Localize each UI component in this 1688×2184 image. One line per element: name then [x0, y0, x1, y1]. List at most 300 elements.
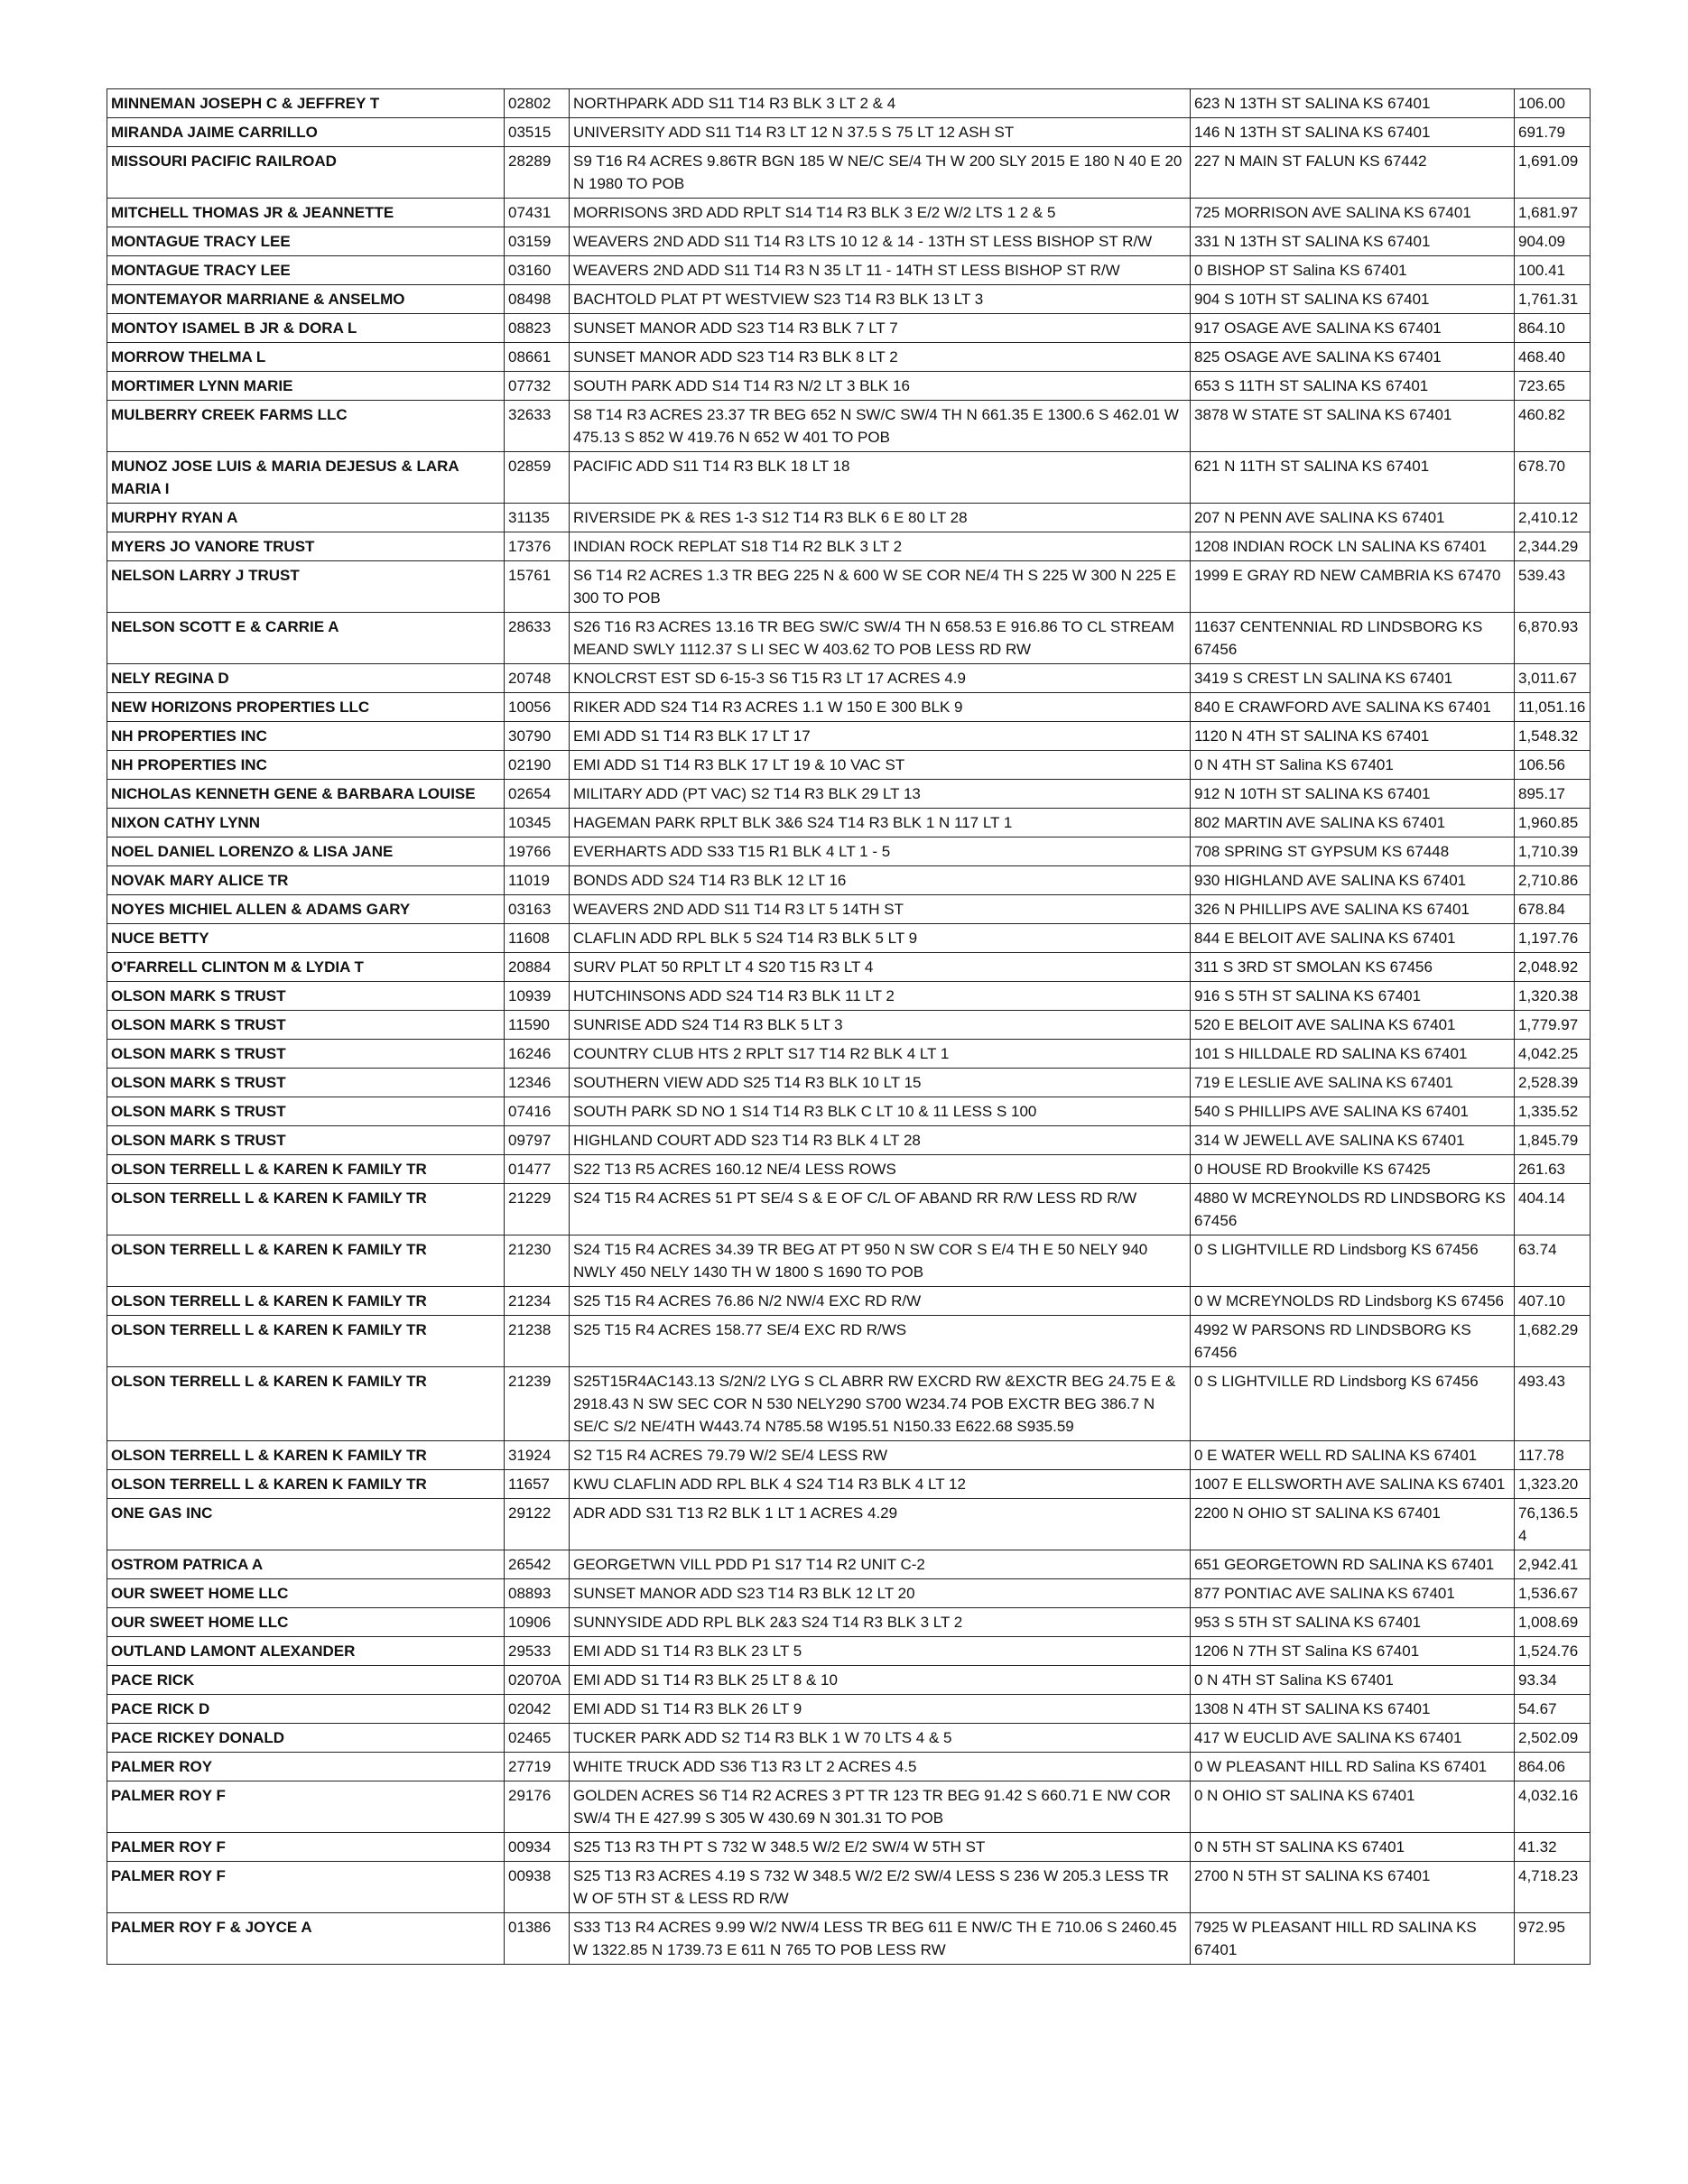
property-address-cell: 916 S 5TH ST SALINA KS 67401	[1191, 982, 1515, 1011]
tax-listing-body	[107, 89, 1591, 1965]
owner-name-cell: PALMER ROY F	[107, 1833, 505, 1862]
table-row	[107, 1069, 1591, 1097]
legal-description-cell: S2 T15 R4 ACRES 79.79 W/2 SE/4 LESS RW	[570, 1441, 1191, 1470]
owner-name-cell: NELY REGINA D	[107, 664, 505, 693]
parcel-number-cell: 12346	[505, 1069, 570, 1097]
legal-description-cell: WEAVERS 2ND ADD S11 T14 R3 LT 5 14TH ST	[570, 895, 1191, 924]
table-row	[107, 1155, 1591, 1184]
table-row	[107, 1550, 1591, 1579]
table-row	[107, 1367, 1591, 1441]
table-row	[107, 452, 1591, 504]
parcel-number-cell: 32633	[505, 401, 570, 452]
parcel-number-cell: 20884	[505, 953, 570, 982]
parcel-number-cell: 28289	[505, 147, 570, 199]
property-address-cell: 0 E WATER WELL RD SALINA KS 67401	[1191, 1441, 1515, 1470]
owner-name-cell: OLSON TERRELL L & KAREN K FAMILY TR	[107, 1470, 505, 1499]
legal-description-cell: SUNNYSIDE ADD RPL BLK 2&3 S24 T14 R3 BLK 3 LT 2	[570, 1608, 1191, 1637]
legal-description-cell: S8 T14 R3 ACRES 23.37 TR BEG 652 N SW/C SW/4 TH N 661.35 E 1300.6 S 462.01 W 475.13 S 852 W 419.76 N 652 W 401 TO POB	[570, 401, 1191, 452]
property-address-cell: 1999 E GRAY RD NEW CAMBRIA KS 67470	[1191, 561, 1515, 613]
legal-description-cell: MORRISONS 3RD ADD RPLT S14 T14 R3 BLK 3 E/2 W/2 LTS 1 2 & 5	[570, 199, 1191, 227]
legal-description-cell: ADR ADD S31 T13 R2 BLK 1 LT 1 ACRES 4.29	[570, 1499, 1191, 1550]
amount-due-cell: 2,048.92	[1515, 953, 1591, 982]
parcel-number-cell: 26542	[505, 1550, 570, 1579]
legal-description-cell: SOUTH PARK SD NO 1 S14 T14 R3 BLK C LT 10 & 11 LESS S 100	[570, 1097, 1191, 1126]
property-address-cell: 0 N 4TH ST Salina KS 67401	[1191, 1666, 1515, 1695]
legal-description-cell: KWU CLAFLIN ADD RPL BLK 4 S24 T14 R3 BLK 4 LT 12	[570, 1470, 1191, 1499]
table-row	[107, 780, 1591, 809]
table-row	[107, 89, 1591, 118]
amount-due-cell: 864.06	[1515, 1753, 1591, 1781]
property-address-cell: 520 E BELOIT AVE SALINA KS 67401	[1191, 1011, 1515, 1040]
owner-name-cell: OLSON TERRELL L & KAREN K FAMILY TR	[107, 1155, 505, 1184]
owner-name-cell: PACE RICK D	[107, 1695, 505, 1724]
owner-name-cell: OUTLAND LAMONT ALEXANDER	[107, 1637, 505, 1666]
property-address-cell: 725 MORRISON AVE SALINA KS 67401	[1191, 199, 1515, 227]
amount-due-cell: 2,502.09	[1515, 1724, 1591, 1753]
legal-description-cell: INDIAN ROCK REPLAT S18 T14 R2 BLK 3 LT 2	[570, 532, 1191, 561]
parcel-number-cell: 02465	[505, 1724, 570, 1753]
legal-description-cell: KNOLCRST EST SD 6-15-3 S6 T15 R3 LT 17 ACRES 4.9	[570, 664, 1191, 693]
owner-name-cell: NICHOLAS KENNETH GENE & BARBARA LOUISE	[107, 780, 505, 809]
table-row	[107, 227, 1591, 256]
amount-due-cell: 4,042.25	[1515, 1040, 1591, 1069]
table-row	[107, 1608, 1591, 1637]
parcel-number-cell: 31135	[505, 504, 570, 532]
owner-name-cell: MONTAGUE TRACY LEE	[107, 256, 505, 285]
table-row	[107, 751, 1591, 780]
property-address-cell: 0 W MCREYNOLDS RD Lindsborg KS 67456	[1191, 1287, 1515, 1316]
table-row	[107, 1695, 1591, 1724]
parcel-number-cell: 00938	[505, 1862, 570, 1913]
parcel-number-cell: 02859	[505, 452, 570, 504]
legal-description-cell: S25 T13 R3 ACRES 4.19 S 732 W 348.5 W/2 E/2 SW/4 LESS S 236 W 205.3 LESS TR W OF 5TH ST & LESS RD R/W	[570, 1862, 1191, 1913]
property-address-cell: 101 S HILLDALE RD SALINA KS 67401	[1191, 1040, 1515, 1069]
owner-name-cell: OLSON TERRELL L & KAREN K FAMILY TR	[107, 1316, 505, 1367]
property-address-cell: 0 N OHIO ST SALINA KS 67401	[1191, 1781, 1515, 1833]
owner-name-cell: MIRANDA JAIME CARRILLO	[107, 118, 505, 147]
amount-due-cell: 4,032.16	[1515, 1781, 1591, 1833]
property-address-cell: 3878 W STATE ST SALINA KS 67401	[1191, 401, 1515, 452]
amount-due-cell: 11,051.16	[1515, 693, 1591, 722]
legal-description-cell: MILITARY ADD (PT VAC) S2 T14 R3 BLK 29 LT 13	[570, 780, 1191, 809]
amount-due-cell: 1,335.52	[1515, 1097, 1591, 1126]
legal-description-cell: EVERHARTS ADD S33 T15 R1 BLK 4 LT 1 - 5	[570, 838, 1191, 866]
owner-name-cell: PALMER ROY F	[107, 1781, 505, 1833]
property-address-cell: 0 S LIGHTVILLE RD Lindsborg KS 67456	[1191, 1235, 1515, 1287]
legal-description-cell: COUNTRY CLUB HTS 2 RPLT S17 T14 R2 BLK 4 LT 1	[570, 1040, 1191, 1069]
parcel-number-cell: 31924	[505, 1441, 570, 1470]
legal-description-cell: HIGHLAND COURT ADD S23 T14 R3 BLK 4 LT 28	[570, 1126, 1191, 1155]
legal-description-cell: S25 T15 R4 ACRES 158.77 SE/4 EXC RD R/WS	[570, 1316, 1191, 1367]
parcel-number-cell: 21238	[505, 1316, 570, 1367]
legal-description-cell: RIKER ADD S24 T14 R3 ACRES 1.1 W 150 E 300 BLK 9	[570, 693, 1191, 722]
parcel-number-cell: 11590	[505, 1011, 570, 1040]
legal-description-cell: SUNRISE ADD S24 T14 R3 BLK 5 LT 3	[570, 1011, 1191, 1040]
amount-due-cell: 63.74	[1515, 1235, 1591, 1287]
table-row	[107, 118, 1591, 147]
amount-due-cell: 6,870.93	[1515, 613, 1591, 664]
property-address-cell: 7925 W PLEASANT HILL RD SALINA KS 67401	[1191, 1913, 1515, 1965]
property-address-cell: 708 SPRING ST GYPSUM KS 67448	[1191, 838, 1515, 866]
amount-due-cell: 76,136.54	[1515, 1499, 1591, 1550]
table-row	[107, 924, 1591, 953]
parcel-number-cell: 28633	[505, 613, 570, 664]
property-address-cell: 912 N 10TH ST SALINA KS 67401	[1191, 780, 1515, 809]
amount-due-cell: 1,320.38	[1515, 982, 1591, 1011]
table-row	[107, 866, 1591, 895]
table-row	[107, 1126, 1591, 1155]
owner-name-cell: OLSON MARK S TRUST	[107, 1040, 505, 1069]
owner-name-cell: NH PROPERTIES INC	[107, 722, 505, 751]
owner-name-cell: MONTAGUE TRACY LEE	[107, 227, 505, 256]
legal-description-cell: NORTHPARK ADD S11 T14 R3 BLK 3 LT 2 & 4	[570, 89, 1191, 118]
amount-due-cell: 1,682.29	[1515, 1316, 1591, 1367]
table-row	[107, 1441, 1591, 1470]
table-row	[107, 343, 1591, 372]
legal-description-cell: EMI ADD S1 T14 R3 BLK 17 LT 19 & 10 VAC ST	[570, 751, 1191, 780]
property-address-cell: 844 E BELOIT AVE SALINA KS 67401	[1191, 924, 1515, 953]
property-address-cell: 0 HOUSE RD Brookville KS 67425	[1191, 1155, 1515, 1184]
legal-description-cell: WEAVERS 2ND ADD S11 T14 R3 N 35 LT 11 - 14TH ST LESS BISHOP ST R/W	[570, 256, 1191, 285]
legal-description-cell: S25 T13 R3 TH PT S 732 W 348.5 W/2 E/2 SW/4 W 5TH ST	[570, 1833, 1191, 1862]
parcel-number-cell: 03515	[505, 118, 570, 147]
owner-name-cell: OLSON TERRELL L & KAREN K FAMILY TR	[107, 1184, 505, 1235]
amount-due-cell: 972.95	[1515, 1913, 1591, 1965]
legal-description-cell: SOUTH PARK ADD S14 T14 R3 N/2 LT 3 BLK 16	[570, 372, 1191, 401]
parcel-number-cell: 20748	[505, 664, 570, 693]
table-row	[107, 838, 1591, 866]
legal-description-cell: WEAVERS 2ND ADD S11 T14 R3 LTS 10 12 & 14 - 13TH ST LESS BISHOP ST R/W	[570, 227, 1191, 256]
table-row	[107, 1753, 1591, 1781]
table-row	[107, 664, 1591, 693]
property-address-cell: 802 MARTIN AVE SALINA KS 67401	[1191, 809, 1515, 838]
amount-due-cell: 1,548.32	[1515, 722, 1591, 751]
table-row	[107, 1579, 1591, 1608]
parcel-number-cell: 08893	[505, 1579, 570, 1608]
legal-description-cell: EMI ADD S1 T14 R3 BLK 25 LT 8 & 10	[570, 1666, 1191, 1695]
table-row	[107, 1724, 1591, 1753]
table-row	[107, 613, 1591, 664]
property-address-cell: 0 BISHOP ST Salina KS 67401	[1191, 256, 1515, 285]
owner-name-cell: MONTEMAYOR MARRIANE & ANSELMO	[107, 285, 505, 314]
parcel-number-cell: 07431	[505, 199, 570, 227]
table-row	[107, 693, 1591, 722]
table-row	[107, 1470, 1591, 1499]
table-row	[107, 1011, 1591, 1040]
table-row	[107, 982, 1591, 1011]
amount-due-cell: 1,691.09	[1515, 147, 1591, 199]
legal-description-cell: EMI ADD S1 T14 R3 BLK 17 LT 17	[570, 722, 1191, 751]
parcel-number-cell: 10906	[505, 1608, 570, 1637]
legal-description-cell: S24 T15 R4 ACRES 51 PT SE/4 S & E OF C/L OF ABAND RR R/W LESS RD R/W	[570, 1184, 1191, 1235]
parcel-number-cell: 08661	[505, 343, 570, 372]
table-row	[107, 532, 1591, 561]
amount-due-cell: 2,344.29	[1515, 532, 1591, 561]
parcel-number-cell: 03163	[505, 895, 570, 924]
legal-description-cell: HUTCHINSONS ADD S24 T14 R3 BLK 11 LT 2	[570, 982, 1191, 1011]
amount-due-cell: 1,710.39	[1515, 838, 1591, 866]
table-row	[107, 256, 1591, 285]
legal-description-cell: WHITE TRUCK ADD S36 T13 R3 LT 2 ACRES 4.5	[570, 1753, 1191, 1781]
owner-name-cell: OLSON TERRELL L & KAREN K FAMILY TR	[107, 1367, 505, 1441]
amount-due-cell: 106.56	[1515, 751, 1591, 780]
property-address-cell: 311 S 3RD ST SMOLAN KS 67456	[1191, 953, 1515, 982]
property-address-cell: 207 N PENN AVE SALINA KS 67401	[1191, 504, 1515, 532]
amount-due-cell: 1,323.20	[1515, 1470, 1591, 1499]
amount-due-cell: 678.70	[1515, 452, 1591, 504]
legal-description-cell: S25T15R4AC143.13 S/2N/2 LYG S CL ABRR RW EXCRD RW &EXCTR BEG 24.75 E & 2918.43 N SW SEC COR N 530 NELY290 S700 W234.74 POB EXCTR BEG 386.7 N SE/C S/2 NE/4TH W443.74 N785.58 W195.51 N150.33 E622.68 S935.59	[570, 1367, 1191, 1441]
parcel-number-cell: 27719	[505, 1753, 570, 1781]
parcel-number-cell: 21229	[505, 1184, 570, 1235]
property-address-cell: 417 W EUCLID AVE SALINA KS 67401	[1191, 1724, 1515, 1753]
table-row	[107, 1235, 1591, 1287]
parcel-number-cell: 02042	[505, 1695, 570, 1724]
table-row	[107, 504, 1591, 532]
owner-name-cell: MULBERRY CREEK FARMS LLC	[107, 401, 505, 452]
legal-description-cell: S25 T15 R4 ACRES 76.86 N/2 NW/4 EXC RD R/W	[570, 1287, 1191, 1316]
legal-description-cell: PACIFIC ADD S11 T14 R3 BLK 18 LT 18	[570, 452, 1191, 504]
table-row	[107, 1184, 1591, 1235]
amount-due-cell: 468.40	[1515, 343, 1591, 372]
property-address-cell: 1007 E ELLSWORTH AVE SALINA KS 67401	[1191, 1470, 1515, 1499]
owner-name-cell: OLSON MARK S TRUST	[107, 1069, 505, 1097]
owner-name-cell: MORROW THELMA L	[107, 343, 505, 372]
parcel-number-cell: 17376	[505, 532, 570, 561]
amount-due-cell: 678.84	[1515, 895, 1591, 924]
table-row	[107, 1040, 1591, 1069]
amount-due-cell: 1,761.31	[1515, 285, 1591, 314]
parcel-number-cell: 29122	[505, 1499, 570, 1550]
owner-name-cell: NELSON SCOTT E & CARRIE A	[107, 613, 505, 664]
owner-name-cell: OLSON MARK S TRUST	[107, 1097, 505, 1126]
legal-description-cell: UNIVERSITY ADD S11 T14 R3 LT 12 N 37.5 S 75 LT 12 ASH ST	[570, 118, 1191, 147]
property-address-cell: 904 S 10TH ST SALINA KS 67401	[1191, 285, 1515, 314]
property-address-cell: 314 W JEWELL AVE SALINA KS 67401	[1191, 1126, 1515, 1155]
amount-due-cell: 41.32	[1515, 1833, 1591, 1862]
legal-description-cell: S22 T13 R5 ACRES 160.12 NE/4 LESS ROWS	[570, 1155, 1191, 1184]
property-address-cell: 1206 N 7TH ST Salina KS 67401	[1191, 1637, 1515, 1666]
legal-description-cell: S33 T13 R4 ACRES 9.99 W/2 NW/4 LESS TR BEG 611 E NW/C TH E 710.06 S 2460.45 W 1322.85 N 1739.73 E 611 N 765 TO POB LESS RW	[570, 1913, 1191, 1965]
amount-due-cell: 2,528.39	[1515, 1069, 1591, 1097]
property-address-cell: 11637 CENTENNIAL RD LINDSBORG KS 67456	[1191, 613, 1515, 664]
legal-description-cell: S24 T15 R4 ACRES 34.39 TR BEG AT PT 950 N SW COR S E/4 TH E 50 NELY 940 NWLY 450 NELY 1430 TH W 1800 S 1690 TO POB	[570, 1235, 1191, 1287]
table-row	[107, 1666, 1591, 1695]
amount-due-cell: 2,942.41	[1515, 1550, 1591, 1579]
parcel-number-cell: 29533	[505, 1637, 570, 1666]
property-address-cell: 0 W PLEASANT HILL RD Salina KS 67401	[1191, 1753, 1515, 1781]
owner-name-cell: OLSON MARK S TRUST	[107, 1011, 505, 1040]
property-address-cell: 877 PONTIAC AVE SALINA KS 67401	[1191, 1579, 1515, 1608]
amount-due-cell: 1,779.97	[1515, 1011, 1591, 1040]
owner-name-cell: NELSON LARRY J TRUST	[107, 561, 505, 613]
owner-name-cell: PACE RICK	[107, 1666, 505, 1695]
amount-due-cell: 2,410.12	[1515, 504, 1591, 532]
table-row	[107, 1316, 1591, 1367]
parcel-number-cell: 21239	[505, 1367, 570, 1441]
property-address-cell: 0 S LIGHTVILLE RD Lindsborg KS 67456	[1191, 1367, 1515, 1441]
legal-description-cell: SURV PLAT 50 RPLT LT 4 S20 T15 R3 LT 4	[570, 953, 1191, 982]
table-row	[107, 1097, 1591, 1126]
amount-due-cell: 691.79	[1515, 118, 1591, 147]
property-address-cell: 2700 N 5TH ST SALINA KS 67401	[1191, 1862, 1515, 1913]
property-address-cell: 1208 INDIAN ROCK LN SALINA KS 67401	[1191, 532, 1515, 561]
parcel-number-cell: 10056	[505, 693, 570, 722]
amount-due-cell: 1,960.85	[1515, 809, 1591, 838]
owner-name-cell: NUCE BETTY	[107, 924, 505, 953]
tax-listing-table	[107, 88, 1591, 1965]
parcel-number-cell: 29176	[505, 1781, 570, 1833]
property-address-cell: 146 N 13TH ST SALINA KS 67401	[1191, 118, 1515, 147]
parcel-number-cell: 11657	[505, 1470, 570, 1499]
amount-due-cell: 1,197.76	[1515, 924, 1591, 953]
legal-description-cell: CLAFLIN ADD RPL BLK 5 S24 T14 R3 BLK 5 LT 9	[570, 924, 1191, 953]
property-address-cell: 651 GEORGETOWN RD SALINA KS 67401	[1191, 1550, 1515, 1579]
parcel-number-cell: 16246	[505, 1040, 570, 1069]
parcel-number-cell: 07416	[505, 1097, 570, 1126]
amount-due-cell: 493.43	[1515, 1367, 1591, 1441]
legal-description-cell: EMI ADD S1 T14 R3 BLK 23 LT 5	[570, 1637, 1191, 1666]
table-row	[107, 895, 1591, 924]
legal-description-cell: EMI ADD S1 T14 R3 BLK 26 LT 9	[570, 1695, 1191, 1724]
owner-name-cell: MINNEMAN JOSEPH C & JEFFREY T	[107, 89, 505, 118]
parcel-number-cell: 08823	[505, 314, 570, 343]
property-address-cell: 3419 S CREST LN SALINA KS 67401	[1191, 664, 1515, 693]
amount-due-cell: 864.10	[1515, 314, 1591, 343]
legal-description-cell: SOUTHERN VIEW ADD S25 T14 R3 BLK 10 LT 15	[570, 1069, 1191, 1097]
owner-name-cell: OLSON MARK S TRUST	[107, 982, 505, 1011]
table-row	[107, 314, 1591, 343]
amount-due-cell: 460.82	[1515, 401, 1591, 452]
amount-due-cell: 106.00	[1515, 89, 1591, 118]
amount-due-cell: 93.34	[1515, 1666, 1591, 1695]
amount-due-cell: 3,011.67	[1515, 664, 1591, 693]
amount-due-cell: 1,524.76	[1515, 1637, 1591, 1666]
parcel-number-cell: 10939	[505, 982, 570, 1011]
property-address-cell: 2200 N OHIO ST SALINA KS 67401	[1191, 1499, 1515, 1550]
amount-due-cell: 1,536.67	[1515, 1579, 1591, 1608]
legal-description-cell: GEORGETWN VILL PDD P1 S17 T14 R2 UNIT C-2	[570, 1550, 1191, 1579]
owner-name-cell: OUR SWEET HOME LLC	[107, 1579, 505, 1608]
parcel-number-cell: 30790	[505, 722, 570, 751]
property-address-cell: 0 N 5TH ST SALINA KS 67401	[1191, 1833, 1515, 1862]
table-row	[107, 1287, 1591, 1316]
parcel-number-cell: 15761	[505, 561, 570, 613]
owner-name-cell: NOVAK MARY ALICE TR	[107, 866, 505, 895]
legal-description-cell: BACHTOLD PLAT PT WESTVIEW S23 T14 R3 BLK 13 LT 3	[570, 285, 1191, 314]
property-address-cell: 227 N MAIN ST FALUN KS 67442	[1191, 147, 1515, 199]
legal-description-cell: SUNSET MANOR ADD S23 T14 R3 BLK 8 LT 2	[570, 343, 1191, 372]
property-address-cell: 1308 N 4TH ST SALINA KS 67401	[1191, 1695, 1515, 1724]
table-row	[107, 401, 1591, 452]
property-address-cell: 930 HIGHLAND AVE SALINA KS 67401	[1191, 866, 1515, 895]
property-address-cell: 540 S PHILLIPS AVE SALINA KS 67401	[1191, 1097, 1515, 1126]
amount-due-cell: 407.10	[1515, 1287, 1591, 1316]
table-row	[107, 1833, 1591, 1862]
owner-name-cell: OLSON MARK S TRUST	[107, 1126, 505, 1155]
property-address-cell: 719 E LESLIE AVE SALINA KS 67401	[1191, 1069, 1515, 1097]
amount-due-cell: 261.63	[1515, 1155, 1591, 1184]
parcel-number-cell: 10345	[505, 809, 570, 838]
property-address-cell: 653 S 11TH ST SALINA KS 67401	[1191, 372, 1515, 401]
legal-description-cell: S26 T16 R3 ACRES 13.16 TR BEG SW/C SW/4 TH N 658.53 E 916.86 TO CL STREAM MEAND SWLY 1112.37 S LI SEC W 403.62 TO POB LESS RD RW	[570, 613, 1191, 664]
owner-name-cell: MURPHY RYAN A	[107, 504, 505, 532]
owner-name-cell: OLSON TERRELL L & KAREN K FAMILY TR	[107, 1235, 505, 1287]
amount-due-cell: 117.78	[1515, 1441, 1591, 1470]
property-address-cell: 4880 W MCREYNOLDS RD LINDSBORG KS 67456	[1191, 1184, 1515, 1235]
parcel-number-cell: 21230	[505, 1235, 570, 1287]
parcel-number-cell: 01477	[505, 1155, 570, 1184]
legal-description-cell: GOLDEN ACRES S6 T14 R2 ACRES 3 PT TR 123 TR BEG 91.42 S 660.71 E NW COR SW/4 TH E 427.99 S 305 W 430.69 N 301.31 TO POB	[570, 1781, 1191, 1833]
owner-name-cell: OLSON TERRELL L & KAREN K FAMILY TR	[107, 1287, 505, 1316]
owner-name-cell: O'FARRELL CLINTON M & LYDIA T	[107, 953, 505, 982]
parcel-number-cell: 07732	[505, 372, 570, 401]
owner-name-cell: ONE GAS INC	[107, 1499, 505, 1550]
owner-name-cell: PALMER ROY F	[107, 1862, 505, 1913]
legal-description-cell: RIVERSIDE PK & RES 1-3 S12 T14 R3 BLK 6 E 80 LT 28	[570, 504, 1191, 532]
parcel-number-cell: 08498	[505, 285, 570, 314]
owner-name-cell: NOYES MICHIEL ALLEN & ADAMS GARY	[107, 895, 505, 924]
parcel-number-cell: 02654	[505, 780, 570, 809]
table-row	[107, 1862, 1591, 1913]
amount-due-cell: 539.43	[1515, 561, 1591, 613]
owner-name-cell: PALMER ROY F & JOYCE A	[107, 1913, 505, 1965]
owner-name-cell: PACE RICKEY DONALD	[107, 1724, 505, 1753]
table-row	[107, 953, 1591, 982]
parcel-number-cell: 01386	[505, 1913, 570, 1965]
parcel-number-cell: 03160	[505, 256, 570, 285]
parcel-number-cell: 09797	[505, 1126, 570, 1155]
table-row	[107, 1637, 1591, 1666]
table-row	[107, 1499, 1591, 1550]
parcel-number-cell: 02070A	[505, 1666, 570, 1695]
tax-listing-table-wrapper	[107, 88, 1590, 1965]
property-address-cell: 4992 W PARSONS RD LINDSBORG KS 67456	[1191, 1316, 1515, 1367]
owner-name-cell: OUR SWEET HOME LLC	[107, 1608, 505, 1637]
owner-name-cell: MISSOURI PACIFIC RAILROAD	[107, 147, 505, 199]
amount-due-cell: 2,710.86	[1515, 866, 1591, 895]
owner-name-cell: OSTROM PATRICA A	[107, 1550, 505, 1579]
owner-name-cell: MITCHELL THOMAS JR & JEANNETTE	[107, 199, 505, 227]
amount-due-cell: 723.65	[1515, 372, 1591, 401]
property-address-cell: 326 N PHILLIPS AVE SALINA KS 67401	[1191, 895, 1515, 924]
owner-name-cell: OLSON TERRELL L & KAREN K FAMILY TR	[107, 1441, 505, 1470]
property-address-cell: 331 N 13TH ST SALINA KS 67401	[1191, 227, 1515, 256]
owner-name-cell: NH PROPERTIES INC	[107, 751, 505, 780]
owner-name-cell: MORTIMER LYNN MARIE	[107, 372, 505, 401]
amount-due-cell: 1,681.97	[1515, 199, 1591, 227]
table-row	[107, 147, 1591, 199]
parcel-number-cell: 00934	[505, 1833, 570, 1862]
table-row	[107, 1781, 1591, 1833]
amount-due-cell: 4,718.23	[1515, 1862, 1591, 1913]
property-address-cell: 621 N 11TH ST SALINA KS 67401	[1191, 452, 1515, 504]
property-address-cell: 0 N 4TH ST Salina KS 67401	[1191, 751, 1515, 780]
amount-due-cell: 54.67	[1515, 1695, 1591, 1724]
table-row	[107, 561, 1591, 613]
property-address-cell: 825 OSAGE AVE SALINA KS 67401	[1191, 343, 1515, 372]
legal-description-cell: HAGEMAN PARK RPLT BLK 3&6 S24 T14 R3 BLK 1 N 117 LT 1	[570, 809, 1191, 838]
owner-name-cell: MONTOY ISAMEL B JR & DORA L	[107, 314, 505, 343]
amount-due-cell: 1,008.69	[1515, 1608, 1591, 1637]
legal-description-cell: S9 T16 R4 ACRES 9.86TR BGN 185 W NE/C SE/4 TH W 200 SLY 2015 E 180 N 40 E 20 N 1980 TO POB	[570, 147, 1191, 199]
owner-name-cell: MYERS JO VANORE TRUST	[107, 532, 505, 561]
amount-due-cell: 904.09	[1515, 227, 1591, 256]
legal-description-cell: TUCKER PARK ADD S2 T14 R3 BLK 1 W 70 LTS 4 & 5	[570, 1724, 1191, 1753]
amount-due-cell: 404.14	[1515, 1184, 1591, 1235]
parcel-number-cell: 11608	[505, 924, 570, 953]
legal-description-cell: SUNSET MANOR ADD S23 T14 R3 BLK 12 LT 20	[570, 1579, 1191, 1608]
property-address-cell: 840 E CRAWFORD AVE SALINA KS 67401	[1191, 693, 1515, 722]
